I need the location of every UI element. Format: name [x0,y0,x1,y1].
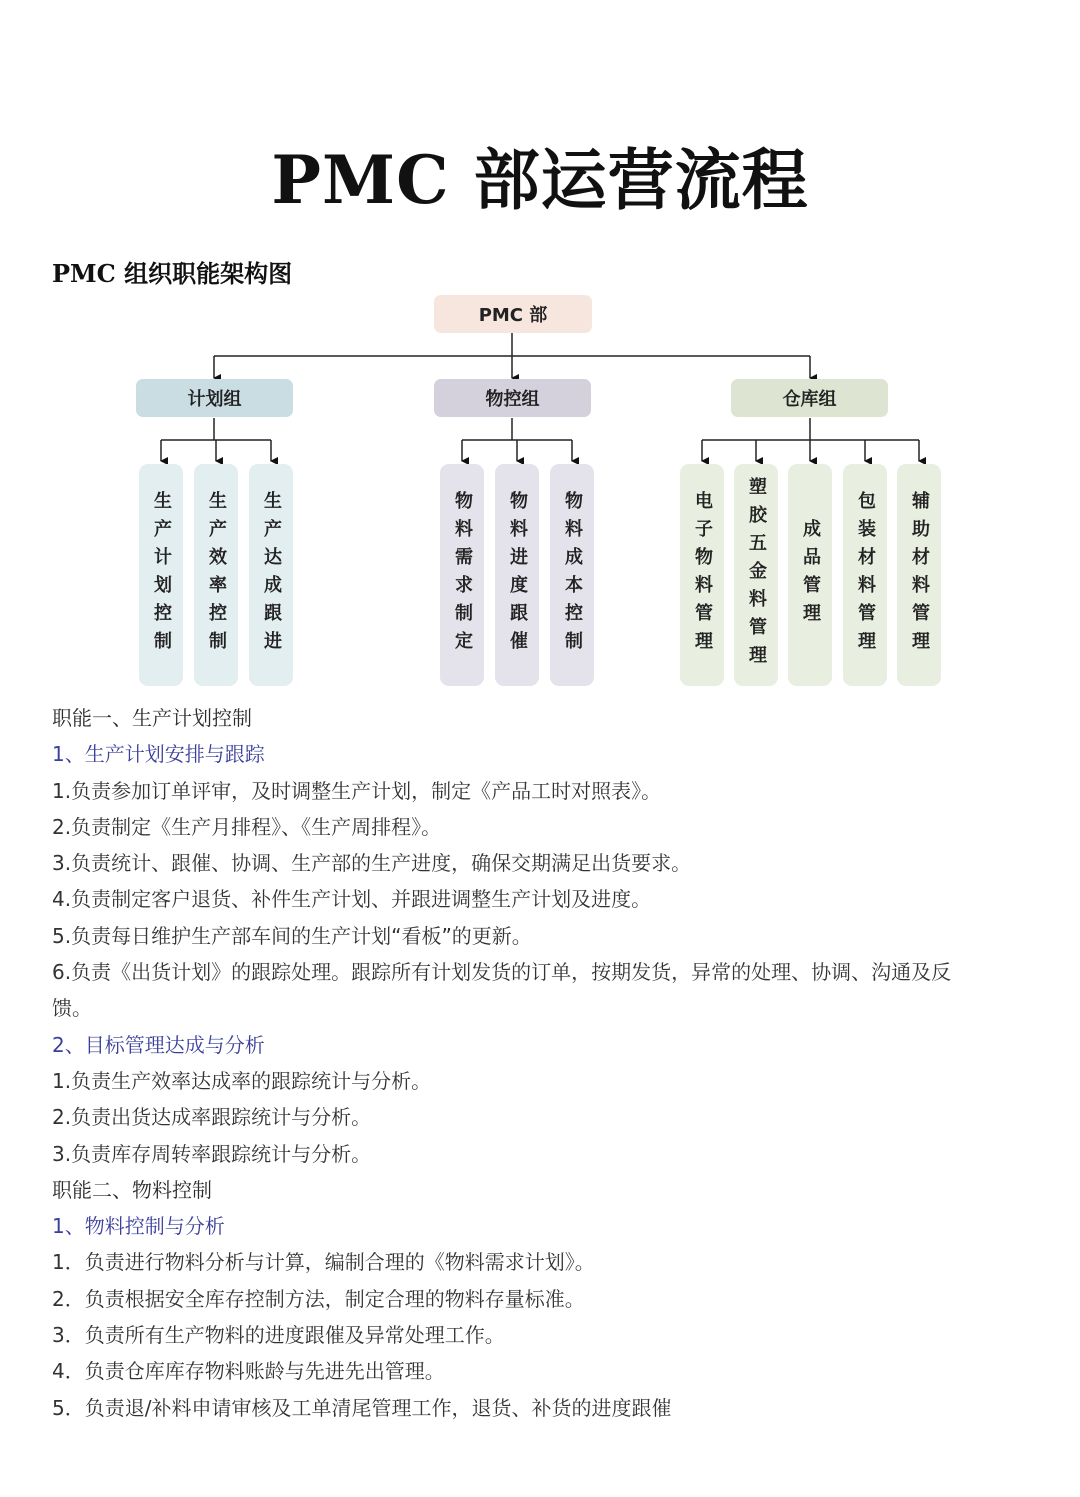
org-leaf-label: 生产效率控制 [206,491,227,659]
org-leaf-label: 塑胶五金料管理 [746,477,767,673]
org-leaf-label: 包装材料管理 [855,491,876,659]
org-group-node-warehouse [731,379,888,417]
subsection-heading: 1、物料控制与分析 [52,1214,225,1239]
page-title: PMC 部运营流程 [271,141,809,219]
list-item: 4.负责制定客户退货、补件生产计划、并跟进调整生产计划及进度。 [52,887,652,912]
list-item: 2.负责出货达成率跟踪统计与分析。 [52,1105,372,1130]
org-leaf-label: 生产计划控制 [151,491,172,659]
org-leaf-node [680,464,724,686]
list-item-continuation: 馈。 [52,996,92,1021]
org-leaf-node [550,464,594,686]
org-leaf-label: 物料进度跟催 [507,491,528,659]
org-chart [0,290,1080,690]
org-group-label: 仓库组 [782,389,837,410]
org-leaf-label: 物料需求制定 [452,491,473,659]
list-item: 3.负责统计、跟催、协调、生产部的生产进度，确保交期满足出货要求。 [52,851,692,876]
org-leaf-label: 辅助材料管理 [909,491,930,659]
list-item: 5．负责退/补料申请审核及工单清尾管理工作，退货、补货的进度跟催 [52,1395,672,1420]
list-item: 3．负责所有生产物料的进度跟催及异常处理工作。 [52,1323,505,1348]
org-leaf-node [249,464,293,686]
list-item: 5.负责每日维护生产部车间的生产计划“看板”的更新。 [52,923,532,948]
section-title: 职能二、物料控制 [52,1177,212,1202]
subsection-heading: 2、目标管理达成与分析 [52,1032,265,1057]
org-leaf-node [788,464,832,686]
org-leaf-label: 生产达成跟进 [261,491,282,659]
list-item: 6.负责《出货计划》的跟踪处理。跟踪所有计划发货的订单，按期发货，异常的处理、协调、沟通及反 [52,960,952,985]
list-item: 1．负责进行物料分析与计算，编制合理的《物料需求计划》。 [52,1250,595,1275]
org-group-node-plan [136,379,293,417]
org-leaf-node [495,464,539,686]
list-item: 4．负责仓库库存物料账龄与先进先出管理。 [52,1359,445,1384]
org-leaf-node [734,464,778,686]
org-leaf-label: 成品管理 [800,519,821,631]
org-group-node-material [434,379,591,417]
org-chart-subtitle: PMC 组织职能架构图 [52,259,293,288]
section-title: 职能一、生产计划控制 [52,706,252,730]
org-leaf-node [843,464,887,686]
org-group-label: 计划组 [187,389,242,410]
list-item: 1.负责生产效率达成率的跟踪统计与分析。 [52,1068,432,1093]
org-leaf-node [440,464,484,686]
org-root-node [434,295,592,333]
list-item: 2.负责制定《生产月排程》、《生产周排程》。 [52,814,442,839]
org-leaf-label: 物料成本控制 [562,491,583,659]
function-description [52,700,1042,1426]
org-leaf-node [897,464,941,686]
org-group-label: 物控组 [485,389,540,410]
list-item: 1.负责参加订单评审，及时调整生产计划，制定《产品工时对照表》。 [52,778,662,803]
org-leaf-node [194,464,238,686]
org-leaf-label: 电子物料管理 [692,491,713,659]
org-root-label: PMC 部 [478,305,548,326]
list-item: 2．负责根据安全库存控制方法，制定合理的物料存量标准。 [52,1286,585,1311]
list-item: 3.负责库存周转率跟踪统计与分析。 [52,1141,372,1166]
org-leaf-node [139,464,183,686]
subsection-heading: 1、生产计划安排与跟踪 [52,742,265,767]
